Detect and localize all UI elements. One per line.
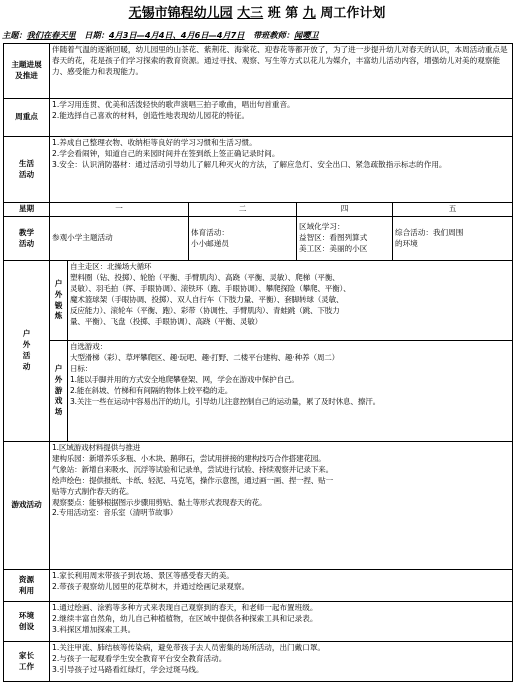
game-line: 大型滑梯（彩）、草坪攀爬区、趣·玩吧、趣·打野、二楼平台建构、趣·种养（周二） [70, 352, 340, 362]
outdoor-exercise-label [50, 261, 68, 341]
environment-item: 2.继续丰富自然角，幼儿自己种植植物，在区域中提供各种探索工具和记录表。 [52, 613, 318, 623]
weekday-tue: 二 [189, 203, 297, 217]
row-teaching-activity [4, 217, 513, 261]
weekly-focus-label: 周重点 [4, 99, 50, 137]
teacher-value: 闻嘤卫 [294, 30, 319, 40]
label-line: 环境 [18, 610, 35, 620]
teacher-label: 带班教师： [253, 30, 295, 40]
exercise-line: 塑料圈（钻、投掷）、轮胎（平衡、手臂肌肉）、高跷（平衡、灵敏）、爬梯（平衡、 [70, 272, 340, 282]
label-line: 场 [54, 407, 63, 417]
label-line: 户 [22, 329, 31, 339]
exercise-line: 灵敏）、羽毛拍（挥、手眼协调）、滚铁环（跑、手眼协调）、攀爬探险（攀爬、平衡）、 [70, 283, 351, 293]
label-line: 炼 [54, 311, 63, 321]
title-prefix: 无锡市锦程幼儿园 [128, 6, 233, 21]
weekday-header-label: 星期 [4, 203, 50, 217]
teaching-activity-label [4, 217, 50, 261]
label-line: 活动 [18, 169, 35, 179]
game-activity-line: 气象站：新增自来吸水、沉浮等试验和记录单，尝试进行试验、持续观察并记录下来。 [52, 464, 333, 474]
teaching-tue [189, 217, 297, 261]
resource-item: 2.带孩子观察幼儿园里的花草树木，并通过绘画记录观察。 [52, 581, 250, 591]
label-line: 生活 [18, 158, 35, 168]
life-item: 2.学会看闹钟，知道自己的来园时间并在签到纸上签正确记录时间。 [52, 148, 280, 158]
label-line: 体育活动： [191, 227, 229, 237]
weekday-thu: 四 [297, 203, 393, 217]
exercise-line: 量、平衡）、飞盘（投掷、手眼协调）、高跷（平衡、灵敏） [70, 316, 263, 326]
game-activity-line: 建构乐园：新增养乐多瓶、小木块、鹅卵石，尝试用拼接的建构技巧合作搭建花园。 [52, 453, 326, 463]
theme-progress-label [4, 44, 50, 99]
game-activity-line: 1.区域游戏材料提供与推进 [52, 443, 141, 452]
family-item: 1.关注甲流、肺结核等传染病，避免带孩子去人员密集的场所活动，出门戴口罩。 [52, 643, 326, 652]
environment-item: 3.科探区增加探索工具。 [52, 624, 136, 634]
label-line: 小小邮递员 [191, 238, 229, 248]
weekday-mon: 一 [50, 203, 189, 217]
label-line: 主题进展 [11, 60, 42, 70]
date-label: 日期： [84, 30, 109, 40]
row-weekly-focus [4, 99, 513, 137]
label-line: 教学 [18, 227, 35, 237]
family-work-content [50, 642, 513, 682]
week-prefix: 第 [285, 6, 299, 21]
environment-content [50, 602, 513, 642]
label-line: 美工区：美丽的小区 [299, 243, 368, 253]
row-game-activity [4, 442, 513, 570]
outdoor-activity-label [4, 261, 50, 442]
header-info-line [2, 29, 514, 41]
teaching-mon: 参观小学主题活动 [50, 217, 189, 261]
environment-item: 1.通过绘画、涂鸦等多种方式来表现自己观察到的春天，和老师一起布置班级。 [52, 603, 318, 612]
focus-item: 2.能选择自己喜欢的材料，创造性地表现幼儿园花的特征。 [52, 110, 250, 120]
label-line: 外 [54, 289, 63, 299]
theme-value: 我们在春天里 [26, 30, 76, 40]
label-line: 活 [22, 351, 31, 360]
outdoor-game-content [68, 341, 513, 442]
label-line: 户 [54, 363, 63, 373]
game-line: 2.能在斜坡、竹梯和有间隔的物体上较平稳的走。 [70, 385, 233, 395]
label-line: 戏 [54, 396, 63, 406]
game-line: 3.关注一些在运动中容易出汗的幼儿，引导幼儿注意控制自己的运动量，累了及时休息、擦汗。 [70, 396, 380, 406]
environment-label [4, 602, 50, 642]
resource-use-label [4, 570, 50, 602]
title-suffix: 周工作计划 [320, 6, 386, 21]
page-title [0, 6, 514, 22]
label-line: 益智区：看图列算式 [299, 233, 368, 243]
class-name: 大三 [237, 6, 264, 21]
date-value: 4月3日—4月4日、4月6日—4月7日 [108, 30, 245, 40]
label-line: 利用 [18, 585, 35, 595]
exercise-line: 自主走区：北操场大循环 [70, 262, 152, 271]
label-line: 的环境 [395, 238, 418, 248]
life-activity-label [4, 137, 50, 203]
game-activity-line: 贴等方式制作春天的花。 [52, 486, 134, 496]
label-line: 综合活动：我们周围 [395, 227, 464, 237]
label-line: 工作 [18, 661, 35, 671]
theme-progress-text: 伴随着气温的逐渐回暖，幼儿园里的山茶花、紫荆花、海棠花、迎春花等都开放了，为了进一步提升幼儿对春天的认识，本周活动重点是春天的花，花是孩子们学习探索的教育资源。通过寻找、观察、写生等方式以花儿为媒介，丰富幼儿活动内容，增强幼儿对美的观察能力、感受能力和表现能力。 [50, 44, 513, 99]
theme-label: 主题： [2, 30, 27, 40]
row-theme-progress [4, 44, 513, 99]
game-activity-label: 游戏活动 [4, 442, 50, 570]
row-outdoor-exercise [4, 261, 513, 341]
label-line: 区域化学习： [299, 222, 345, 232]
teaching-fri [393, 217, 513, 261]
life-activity-content [50, 137, 513, 203]
family-work-label [4, 642, 50, 682]
exercise-line: 反应能力）、滚轮车（平衡、跑）、彩带（协调性、手臂肌肉）、青蛙跳（跳、下肢力 [70, 305, 340, 315]
label-line: 及推进 [15, 71, 38, 80]
weekly-plan-table [3, 43, 513, 682]
label-line: 家长 [18, 650, 35, 660]
label-line: 户 [54, 278, 63, 288]
label-line: 外 [54, 374, 63, 384]
row-weekday-header [4, 203, 513, 217]
label-line: 外 [22, 340, 31, 350]
family-item: 2.与孩子一起观看学生安全教育平台安全教育活动。 [52, 653, 227, 663]
life-item: 3.安全：认识消防器材：通过活动引导幼儿了解几种灭火的方法，了解应急灯、安全出口、紧急疏散指示标志的作用。 [52, 159, 447, 169]
weekly-focus-content [50, 99, 513, 137]
game-activity-line: 观察要点：能够根据图示步骤用剪贴、黏土等形式表现春天的花。 [52, 497, 267, 507]
game-line: 日标： [70, 363, 93, 373]
resource-item: 1.家长利用周末带孩子到农场、景区等感受春天的美。 [52, 571, 234, 580]
label-line: 创设 [18, 621, 35, 631]
game-line: 1.能以手脚并用的方式安全地爬攀登架、网，学会在游戏中保护自己。 [70, 374, 299, 384]
label-line: 动 [22, 361, 31, 371]
life-item: 1.养成自己整理衣物、收纳柜等良好的学习习惯和生活习惯。 [52, 138, 257, 147]
game-line: 自选游戏： [70, 342, 107, 351]
week-number: 九 [302, 6, 316, 21]
class-word: 班 [267, 6, 281, 21]
outdoor-exercise-content [68, 261, 513, 341]
row-family-work [4, 642, 513, 682]
row-life-activity [4, 137, 513, 203]
label-line: 游 [54, 385, 63, 395]
resource-use-content [50, 570, 513, 602]
game-activity-line: 绘声绘色：提供报纸、卡纸、轻泥、马克笔，操作示意图，通过画一画、捏一捏、贴一 [52, 475, 333, 485]
focus-item: 1.学习用连贯、优美和活泼轻快的歌声演唱三拍子歌曲，唱出句首重音。 [52, 100, 295, 109]
row-outdoor-game [4, 341, 513, 442]
weekday-fri: 五 [393, 203, 513, 217]
label-line: 锻 [54, 300, 63, 310]
label-line: 资源 [18, 574, 35, 584]
row-resource-use [4, 570, 513, 602]
game-activity-line: 2.专用活动室：音乐室（清明节故事） [52, 508, 178, 518]
game-activity-content [50, 442, 513, 570]
row-environment [4, 602, 513, 642]
family-item: 3.引导孩子过马路看红绿灯，学会过斑马线。 [52, 664, 204, 674]
teaching-thu [297, 217, 393, 261]
exercise-line: 魔术篮球架（手眼协调、投掷）、双人自行车（下肢力量、平衡）、套脚转球（灵敏、 [70, 294, 344, 304]
label-line: 活动 [18, 238, 35, 248]
outdoor-game-label [50, 341, 68, 442]
